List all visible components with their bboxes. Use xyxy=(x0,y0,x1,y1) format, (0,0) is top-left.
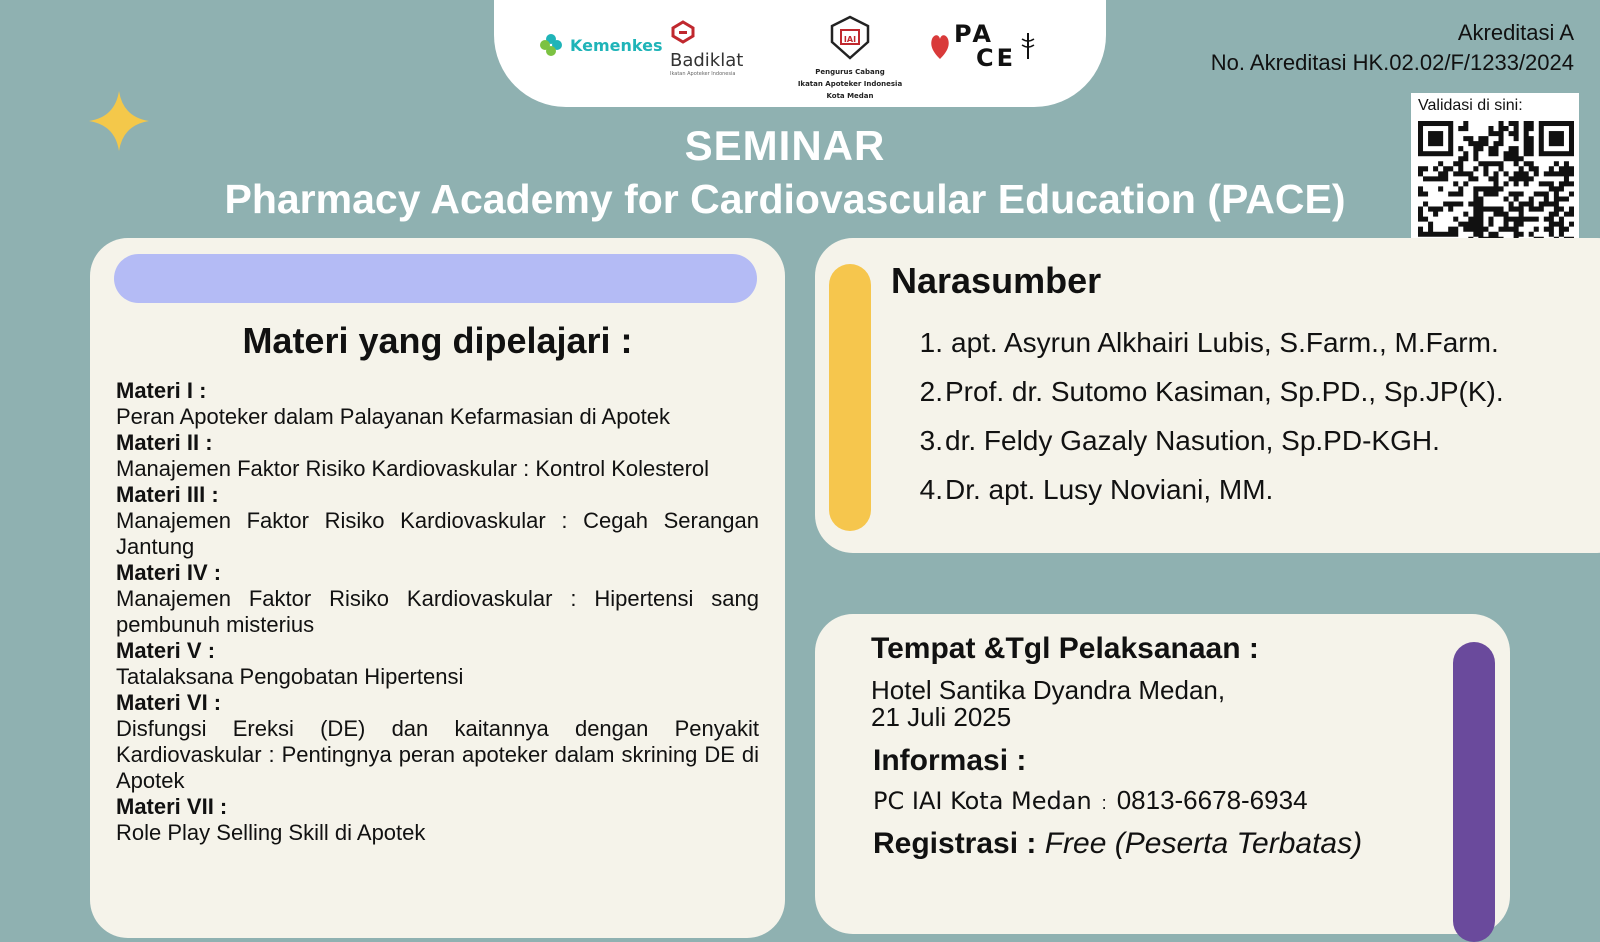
materi-description: Role Play Selling Skill di Apotek xyxy=(116,820,426,845)
kemenkes-flower-icon xyxy=(538,32,564,58)
materi-description: Manajemen Faktor Risiko Kardiovaskular : Hipertensi sang pembunuh misterius xyxy=(116,586,759,637)
caduceus-icon xyxy=(1020,31,1036,61)
list-item xyxy=(915,416,1504,465)
materi-label: Materi IV : xyxy=(116,560,222,585)
materi-label: Materi I : xyxy=(116,378,207,403)
materi-description: Manajemen Faktor Risiko Kardiovaskular : Cegah Serangan Jantung xyxy=(116,508,759,559)
speaker-name: Prof. dr. Sutomo Kasiman, Sp.PD., Sp.JP(K). xyxy=(945,376,1504,407)
pace-text-top: PA xyxy=(954,20,994,48)
qr-label: Validasi di sini: xyxy=(1418,97,1523,114)
materi-list xyxy=(116,378,759,846)
pace-logo xyxy=(930,22,1036,70)
narasumber-card xyxy=(815,238,1600,553)
list-item xyxy=(915,465,1504,514)
seminar-subtitle: Pharmacy Academy for Cardiovascular Education (PACE) xyxy=(224,176,1346,222)
iai-line3: Kota Medan xyxy=(826,92,874,100)
badiklat-logo xyxy=(670,20,743,77)
list-item xyxy=(116,794,759,846)
list-item xyxy=(116,560,759,638)
pace-text-bottom: CE xyxy=(976,44,1017,72)
iai-line1: Pengurus Cabang xyxy=(815,68,885,76)
info-contact-row xyxy=(873,786,1308,817)
materi-description: Manajemen Faktor Risiko Kardiovaskular : Kontrol Kolesterol xyxy=(116,456,710,481)
event-date: 21 Juli 2025 xyxy=(871,702,1012,732)
speaker-name: Dr. apt. Lusy Noviani, MM. xyxy=(945,474,1274,505)
kemenkes-text: Kemenkes xyxy=(570,35,663,55)
materi-description: Disfungsi Ereksi (DE) dan kaitannya dengan Penyakit Kardiovaskular : Pentingnya peran apoteker dalam skrining DE di Apotek xyxy=(116,716,759,793)
materi-label: Materi VII : xyxy=(116,794,228,819)
svg-text:IAI: IAI xyxy=(843,35,857,44)
registration-label: Registrasi : xyxy=(873,827,1037,860)
materi-description: Tatalaksana Pengobatan Hipertensi xyxy=(116,664,464,689)
list-item xyxy=(116,638,759,690)
speaker-name: apt. Asyrun Alkhairi Lubis, S.Farm., M.Farm. xyxy=(951,327,1499,358)
speaker-number: 1. xyxy=(919,327,943,358)
materi-label: Materi VI : xyxy=(116,690,222,715)
accreditation-grade: Akreditasi A xyxy=(1457,20,1574,45)
venue-name: Hotel Santika Dyandra Medan, xyxy=(871,675,1226,705)
venue-heading: Tempat &Tgl Pelaksanaan : xyxy=(871,632,1259,665)
registration-value: Free (Peserta Terbatas) xyxy=(1044,827,1363,860)
heart-icon xyxy=(930,31,950,61)
list-item xyxy=(116,430,759,482)
iai-line2: Ikatan Apoteker Indonesia xyxy=(797,80,903,88)
materi-label: Materi II : xyxy=(116,430,213,455)
info-separator: : xyxy=(1101,793,1107,813)
materi-description: Peran Apoteker dalam Palayanan Kefarmasian di Apotek xyxy=(116,404,671,429)
list-item xyxy=(116,482,759,560)
yellow-accent-bar xyxy=(829,264,871,531)
speaker-name: dr. Feldy Gazaly Nasution, Sp.PD-KGH. xyxy=(945,425,1440,456)
speaker-list xyxy=(915,318,1504,514)
speaker-number: 3. xyxy=(919,425,943,456)
materi-card xyxy=(90,238,785,938)
list-item xyxy=(915,318,1504,367)
iai-logo xyxy=(790,14,910,100)
lavender-header-bar xyxy=(114,254,757,303)
seminar-title: SEMINAR xyxy=(684,122,886,169)
narasumber-heading: Narasumber xyxy=(891,260,1102,301)
speaker-number: 2. xyxy=(919,376,943,407)
accreditation-number: No. Akreditasi HK.02.02/F/1233/2024 xyxy=(1210,50,1574,75)
materi-label: Materi V : xyxy=(116,638,216,663)
kemenkes-logo xyxy=(538,32,662,58)
badiklat-text: Badiklat xyxy=(670,50,744,71)
accreditation-info xyxy=(1211,18,1574,78)
info-phone[interactable]: 0813-6678-6934 xyxy=(1116,785,1308,815)
badiklat-mark-icon xyxy=(670,20,696,44)
materi-label: Materi III : xyxy=(116,482,219,507)
list-item xyxy=(116,378,759,430)
logo-bar xyxy=(494,0,1106,107)
speaker-number: 4. xyxy=(919,474,943,505)
list-item xyxy=(116,690,759,794)
info-heading: Informasi : xyxy=(873,744,1027,777)
badiklat-subtext: Ikatan Apoteker Indonesia xyxy=(670,71,736,77)
iai-emblem-icon xyxy=(827,14,873,60)
list-item xyxy=(915,367,1504,416)
info-contact-name: PC IAI Kota Medan xyxy=(873,787,1092,815)
materi-heading: Materi yang dipelajari : xyxy=(242,320,633,361)
event-info-card xyxy=(815,614,1510,934)
registration-row xyxy=(873,827,1363,860)
purple-accent-bar xyxy=(1453,642,1495,942)
